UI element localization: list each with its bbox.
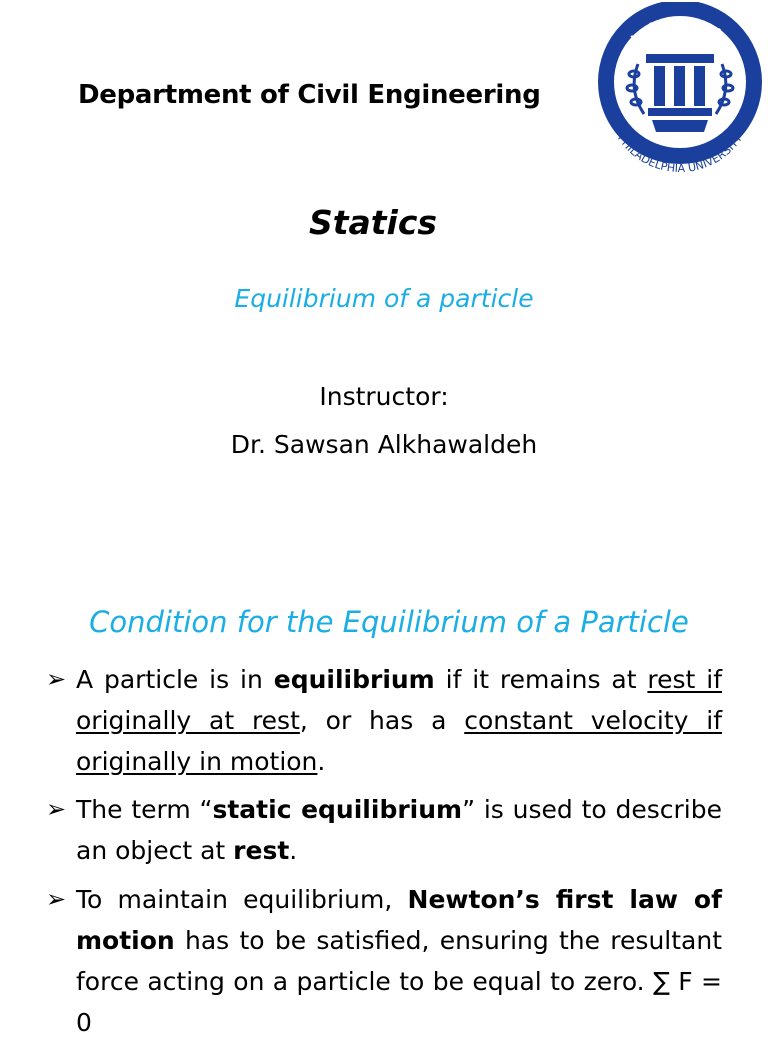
underlined-phrase: rest if originally at rest <box>76 665 722 735</box>
text-run: A particle is in <box>76 665 274 694</box>
text-run: . <box>289 836 298 865</box>
bullet-item <box>46 659 722 782</box>
course-title: Statics <box>308 203 438 242</box>
arrowhead-bullet-icon: ➢ <box>46 665 67 693</box>
section-title: Condition for the Equilibrium of a Particle <box>89 605 689 639</box>
text-run: ” is used to describe an object at <box>76 795 723 865</box>
text-run: , or has a <box>299 706 465 735</box>
text-run: has to be satisfied, ensuring the resultant force acting on a particle to be equal to zero. ∑ F = 0 <box>76 926 722 1037</box>
bold-term: rest <box>233 836 290 865</box>
text-run: . <box>317 747 326 776</box>
underlined-phrase: constant velocity if originally in motion <box>76 706 722 776</box>
bold-term: static equilibrium <box>212 795 463 824</box>
text-run: if it remains at <box>434 665 648 694</box>
text-run: To maintain equilibrium, <box>76 885 408 914</box>
instructor-name: Dr. Sawsan Alkhawaldeh <box>230 430 538 459</box>
arrowhead-bullet-icon: ➢ <box>46 795 67 823</box>
bullet-text <box>76 659 722 782</box>
instructor-label: Instructor: <box>319 382 449 411</box>
bullet-text <box>76 879 722 1043</box>
logo-english-text: PHILADELPHIA UNIVERSITY <box>615 132 745 176</box>
bullet-item <box>46 789 722 871</box>
text-run: The term “ <box>76 795 213 824</box>
bullet-item <box>46 879 722 1043</box>
bold-term: Newton’s first law of motion <box>76 885 722 955</box>
department-heading: Department of Civil Engineering <box>78 80 541 110</box>
bullet-text <box>76 789 722 871</box>
logo-arabic-text: جامعة فيلادلفيا <box>628 14 731 48</box>
bold-term: equilibrium <box>273 665 435 694</box>
university-logo <box>592 2 768 178</box>
arrowhead-bullet-icon: ➢ <box>46 885 67 913</box>
lecture-topic: Equilibrium of a particle <box>234 284 534 313</box>
